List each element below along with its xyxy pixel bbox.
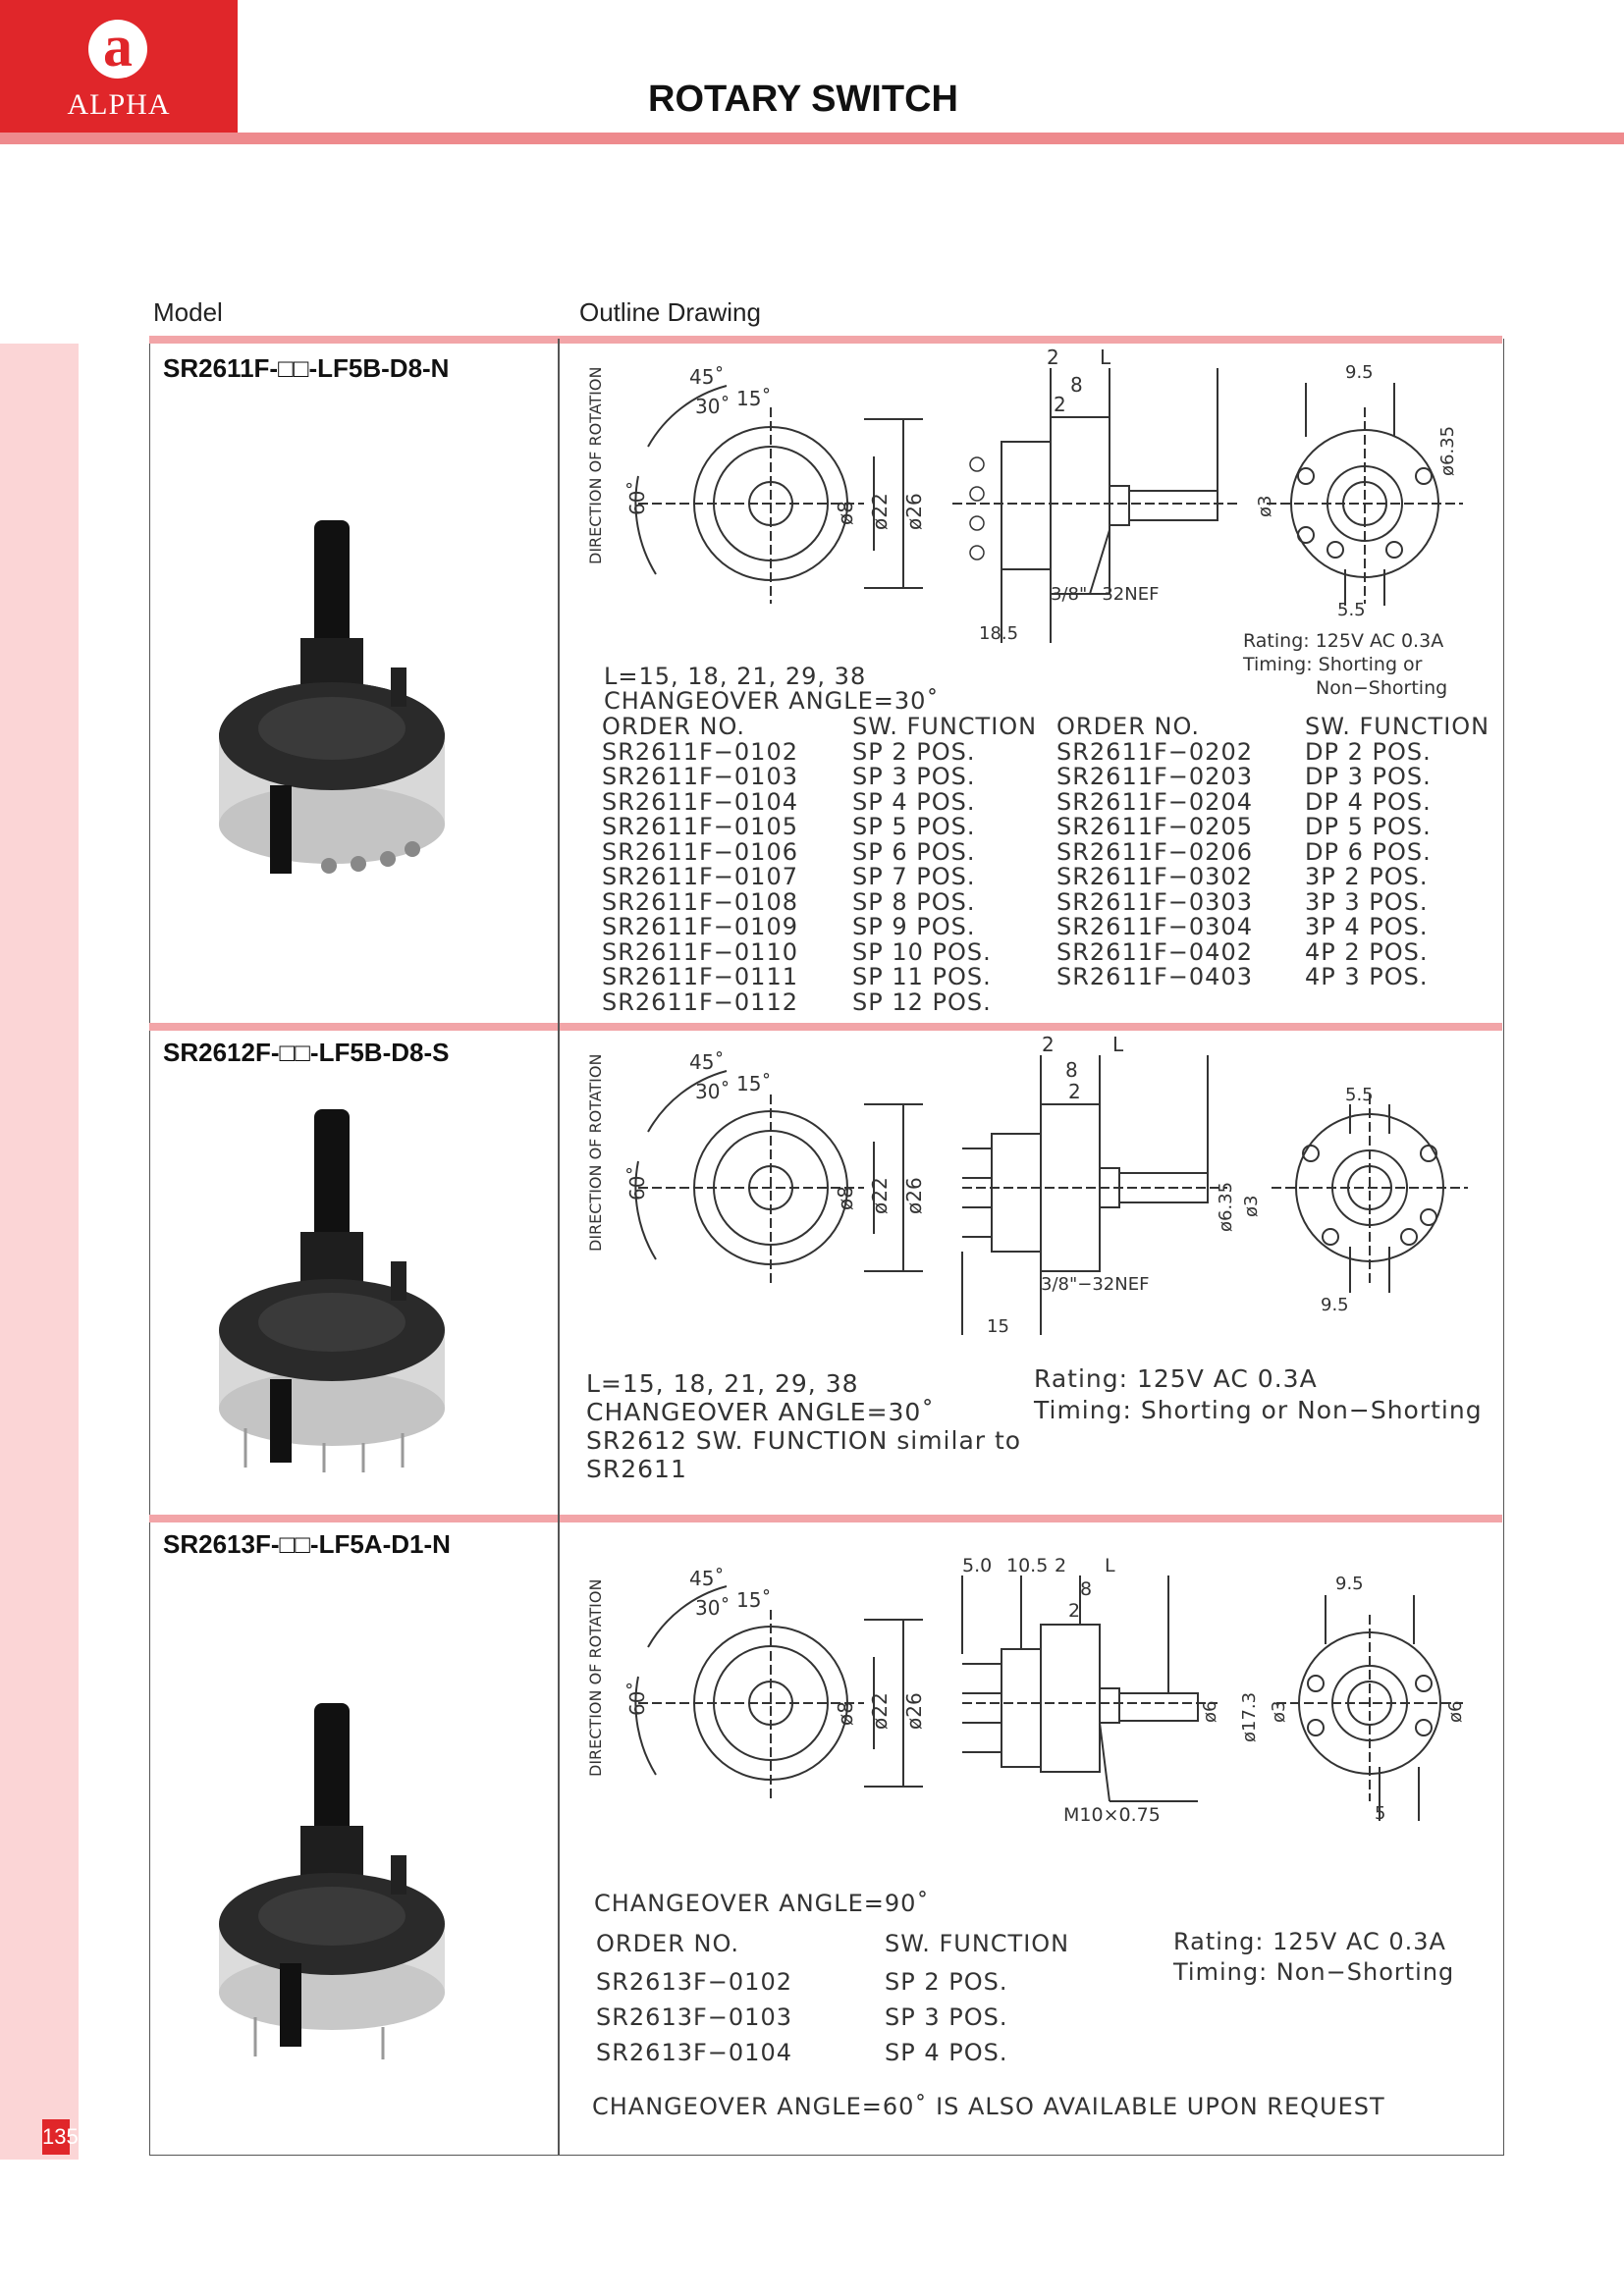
order-number: SR2611F−0202 bbox=[1056, 737, 1253, 766]
dimension-label: ø6.35 bbox=[1216, 1181, 1236, 1232]
switch-function: SP 5 POS. bbox=[852, 813, 976, 840]
dimension-label: ø6.35 bbox=[1437, 425, 1458, 476]
dimension-label: 10.5 bbox=[1006, 1556, 1049, 1576]
rating-text: Rating: 125V AC 0.3A bbox=[1034, 1364, 1318, 1393]
angle-label: 15˚ bbox=[736, 387, 772, 410]
function-header: SW. FUNCTION bbox=[885, 1930, 1070, 1957]
order-number: SR2613F−0103 bbox=[596, 2003, 792, 2031]
switch-function: DP 3 POS. bbox=[1305, 763, 1432, 790]
dimension-label: L bbox=[1105, 1556, 1115, 1576]
dimension-label: ø8 bbox=[834, 1701, 857, 1726]
angle-label: 60˚ bbox=[625, 480, 649, 515]
order-number: SR2611F−0104 bbox=[602, 787, 798, 816]
angle-label: 45˚ bbox=[689, 1050, 725, 1074]
row-divider bbox=[149, 336, 1502, 344]
length-spec: L=15, 18, 21, 29, 38 bbox=[586, 1369, 859, 1398]
brand-logo bbox=[0, 0, 238, 133]
direction-label: DIRECTION OF ROTATION bbox=[586, 1578, 605, 1777]
outline-drawing bbox=[579, 1036, 1492, 1350]
dimension-label: 2 bbox=[1068, 1080, 1081, 1103]
model-column-heading: Model bbox=[153, 297, 223, 327]
outline-drawing bbox=[579, 1556, 1492, 1850]
dimension-label: ø6 bbox=[1445, 1700, 1466, 1723]
function-header: SW. FUNCTION bbox=[852, 713, 1038, 740]
thread-spec: M10×0.75 bbox=[1063, 1804, 1161, 1826]
timing-text: Non−Shorting bbox=[1316, 677, 1448, 699]
dimension-label: ø22 bbox=[868, 1177, 892, 1214]
column-divider bbox=[558, 339, 560, 2155]
thread-spec: 3/8"−32NEF bbox=[1051, 584, 1160, 605]
model-name: SR2613F-□□-LF5A-D1-N bbox=[163, 1529, 451, 1559]
switch-function: SP 2 POS. bbox=[885, 1968, 1008, 1996]
dimension-label: 8 bbox=[1080, 1578, 1093, 1600]
dimension-label: 2 bbox=[1047, 348, 1059, 369]
switch-function: SP 4 POS. bbox=[852, 787, 976, 816]
dimension-label: ø3 bbox=[1269, 1700, 1289, 1723]
dimension-label: ø17.3 bbox=[1239, 1691, 1260, 1742]
order-header: ORDER NO. bbox=[602, 713, 746, 740]
switch-function: SP 10 POS. bbox=[852, 937, 992, 966]
page-number: 135 bbox=[42, 2119, 70, 2155]
order-number: SR2611F−0112 bbox=[602, 988, 798, 1016]
model-name: SR2611F-□□-LF5B-D8-N bbox=[163, 353, 450, 383]
dimension-label: 5.5 bbox=[1337, 600, 1366, 620]
length-spec: L=15, 18, 21, 29, 38 bbox=[604, 663, 867, 690]
dimension-label: 8 bbox=[1065, 1058, 1078, 1082]
dimension-label: ø26 bbox=[902, 493, 926, 530]
angle-label: 30˚ bbox=[695, 1596, 731, 1620]
switch-function: SP 11 POS. bbox=[852, 963, 992, 990]
changeover-angle: CHANGEOVER ANGLE=30˚ bbox=[604, 687, 940, 715]
dimension-label: 8 bbox=[1070, 373, 1083, 397]
dimension-label: 2 bbox=[1054, 393, 1066, 416]
dimension-label: ø26 bbox=[902, 1177, 926, 1214]
order-header: ORDER NO. bbox=[596, 1930, 740, 1957]
dimension-label: 5.5 bbox=[1345, 1085, 1374, 1105]
dimension-label: ø22 bbox=[868, 1692, 892, 1730]
switch-function: SP 2 POS. bbox=[852, 737, 976, 766]
switch-function: 4P 2 POS. bbox=[1305, 937, 1429, 966]
dimension-label: 9.5 bbox=[1321, 1295, 1349, 1315]
order-header: ORDER NO. bbox=[1056, 713, 1201, 740]
switch-function: SP 3 POS. bbox=[852, 763, 976, 790]
order-number: SR2611F−0303 bbox=[1056, 887, 1253, 916]
dimension-label: 9.5 bbox=[1335, 1574, 1364, 1594]
switch-function: SP 8 POS. bbox=[852, 887, 976, 916]
dimension-label: 18.5 bbox=[979, 623, 1019, 644]
angle-label: 30˚ bbox=[695, 1080, 731, 1103]
row-divider bbox=[149, 1023, 1502, 1031]
angle-label: 15˚ bbox=[736, 1588, 772, 1612]
switch-function: 4P 3 POS. bbox=[1305, 963, 1429, 990]
brand-logo-mark: a bbox=[88, 20, 147, 79]
dimension-label: 15 bbox=[987, 1316, 1009, 1337]
angle-label: 60˚ bbox=[625, 1165, 649, 1201]
rating-text: Rating: 125V AC 0.3A bbox=[1173, 1928, 1446, 1955]
dimension-label: ø26 bbox=[902, 1692, 926, 1730]
switch-function: SP 12 POS. bbox=[852, 988, 992, 1016]
outline-column-heading: Outline Drawing bbox=[579, 297, 761, 327]
direction-label: DIRECTION OF ROTATION bbox=[586, 1053, 605, 1252]
switch-function: SP 4 POS. bbox=[885, 2039, 1008, 2066]
order-number: SR2611F−0206 bbox=[1056, 837, 1253, 866]
side-band bbox=[0, 344, 79, 2160]
product-photo bbox=[216, 1104, 471, 1477]
order-number: SR2611F−0107 bbox=[602, 863, 798, 890]
order-number: SR2611F−0105 bbox=[602, 813, 798, 840]
thread-spec: 3/8"−32NEF bbox=[1041, 1274, 1150, 1295]
footnote: CHANGEOVER ANGLE=60˚ IS ALSO AVAILABLE UPON REQUEST bbox=[592, 2093, 1385, 2120]
order-number: SR2611F−0304 bbox=[1056, 913, 1253, 940]
switch-function: SP 6 POS. bbox=[852, 837, 976, 866]
order-number: SR2611F−0109 bbox=[602, 913, 798, 940]
product-photo bbox=[216, 501, 471, 893]
row-divider bbox=[149, 1515, 1502, 1522]
switch-function: DP 4 POS. bbox=[1305, 787, 1432, 816]
page-title: ROTARY SWITCH bbox=[648, 79, 958, 120]
changeover-angle: CHANGEOVER ANGLE=90˚ bbox=[594, 1890, 930, 1917]
angle-label: 60˚ bbox=[625, 1681, 649, 1716]
brand-name: ALPHA bbox=[67, 88, 171, 121]
angle-label: 45˚ bbox=[689, 1567, 725, 1590]
timing-text: Timing: Shorting or bbox=[1243, 654, 1423, 675]
function-note: SR2612 SW. FUNCTION similar to bbox=[586, 1426, 1022, 1455]
timing-text: Timing: Non−Shorting bbox=[1173, 1958, 1455, 1986]
dimension-label: ø3 bbox=[1241, 1195, 1262, 1217]
outline-drawing bbox=[579, 348, 1492, 712]
product-photo bbox=[216, 1688, 471, 2061]
order-number: SR2611F−0103 bbox=[602, 763, 798, 790]
switch-function: 3P 3 POS. bbox=[1305, 887, 1429, 916]
dimension-label: ø22 bbox=[868, 493, 892, 530]
order-number: SR2611F−0108 bbox=[602, 887, 798, 916]
order-number: SR2613F−0102 bbox=[596, 1968, 792, 1996]
angle-label: 30˚ bbox=[695, 395, 731, 418]
switch-function: DP 2 POS. bbox=[1305, 737, 1432, 766]
dimension-label: ø6 bbox=[1200, 1700, 1220, 1723]
changeover-angle: CHANGEOVER ANGLE=30˚ bbox=[586, 1398, 935, 1426]
switch-function: DP 6 POS. bbox=[1305, 837, 1432, 866]
order-number: SR2611F−0110 bbox=[602, 937, 798, 966]
order-number: SR2611F−0106 bbox=[602, 837, 798, 866]
order-number: SR2613F−0104 bbox=[596, 2039, 792, 2066]
dimension-label: 2 bbox=[1068, 1600, 1081, 1622]
dimension-label: ø8 bbox=[834, 501, 857, 525]
function-note: SR2611 bbox=[586, 1455, 687, 1483]
switch-function: 3P 2 POS. bbox=[1305, 863, 1429, 890]
dimension-label: 9.5 bbox=[1345, 362, 1374, 383]
order-number: SR2611F−0205 bbox=[1056, 813, 1253, 840]
order-number: SR2611F−0203 bbox=[1056, 763, 1253, 790]
angle-label: 45˚ bbox=[689, 365, 725, 389]
dimension-label: ø3 bbox=[1255, 495, 1275, 517]
order-number: SR2611F−0402 bbox=[1056, 937, 1253, 966]
timing-text: Timing: Shorting or Non−Shorting bbox=[1034, 1396, 1483, 1424]
dimension-label: ø8 bbox=[834, 1186, 857, 1210]
angle-label: 15˚ bbox=[736, 1072, 772, 1095]
rating-text: Rating: 125V AC 0.3A bbox=[1243, 630, 1444, 652]
order-number: SR2611F−0204 bbox=[1056, 787, 1253, 816]
dimension-label: 5.0 bbox=[962, 1556, 993, 1576]
switch-function: DP 5 POS. bbox=[1305, 813, 1432, 840]
switch-function: SP 9 POS. bbox=[852, 913, 976, 940]
dimension-label: L bbox=[1112, 1036, 1124, 1056]
direction-label: DIRECTION OF ROTATION bbox=[586, 366, 605, 564]
header-divider bbox=[0, 133, 1624, 144]
dimension-label: 2 bbox=[1055, 1556, 1067, 1576]
order-number: SR2611F−0102 bbox=[602, 737, 798, 766]
order-number: SR2611F−0302 bbox=[1056, 863, 1253, 890]
model-name: SR2612F-□□-LF5B-D8-S bbox=[163, 1038, 450, 1067]
dimension-label: L bbox=[1100, 348, 1111, 369]
switch-function: SP 7 POS. bbox=[852, 863, 976, 890]
dimension-label: 5 bbox=[1375, 1803, 1386, 1824]
function-header: SW. FUNCTION bbox=[1305, 713, 1490, 740]
switch-function: 3P 4 POS. bbox=[1305, 913, 1429, 940]
order-number: SR2611F−0111 bbox=[602, 963, 798, 990]
dimension-label: 2 bbox=[1042, 1036, 1055, 1056]
order-number: SR2611F−0403 bbox=[1056, 963, 1253, 990]
switch-function: SP 3 POS. bbox=[885, 2003, 1008, 2031]
